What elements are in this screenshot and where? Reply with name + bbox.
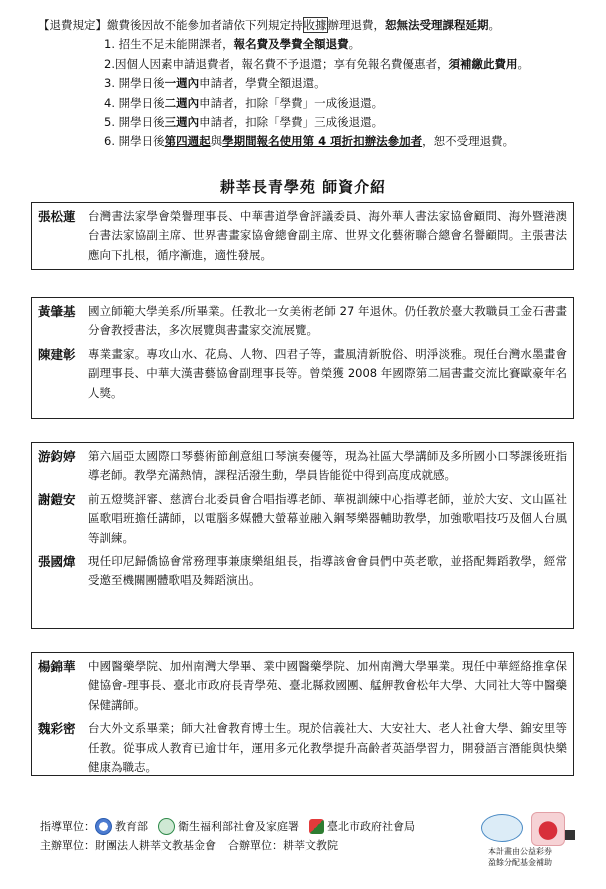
refund-policy bbox=[38, 16, 578, 152]
refund-text2: 辦理退費， bbox=[327, 18, 385, 32]
rule-text: 1. 招生不足未能開課者， bbox=[104, 37, 234, 52]
moe-logo-icon bbox=[95, 818, 112, 835]
rule-bold: 學期間報名使用第 4 項折扣辦法參加者 bbox=[222, 134, 423, 149]
teacher-bio: 第六屆亞太國際口琴藝術節創意組口琴演奏優等，現為社區大學講師及多所國小口琴課後班指導老師。教學充滿熱情，課程活潑生動，學員皆能從中得到高度成就感。 bbox=[88, 449, 567, 483]
refund-rule bbox=[38, 94, 578, 113]
teacher-bio: 台大外文系畢業；師大社會教育博士生。現於信義社大、大安社大、老人社會大學、錦安里等任教。從事成人教育已逾廿年，運用多元化教學提升高齡者英語學習力，開發語言潛能與快樂健康為職志。 bbox=[88, 721, 567, 775]
teacher-name: 楊錦華 bbox=[38, 659, 76, 674]
teacher-name: 魏彩密 bbox=[38, 721, 76, 737]
teacher-bio: 前五燈獎評審、慈濟台北委員會合唱指導老師、華視訓練中心指導老師，並於大安、文山區社區歌唱班擔任講師，以電腦多媒體大螢幕並融入鋼琴樂器輔助教學，加強歌唱技巧及個人台風等訓練。 bbox=[88, 491, 567, 545]
teacher-entry bbox=[38, 552, 567, 591]
teacher-entry bbox=[38, 719, 567, 777]
refund-rule bbox=[38, 35, 578, 54]
teacher-entry bbox=[38, 447, 567, 486]
rule-text: 申請者，學費全額退還。 bbox=[199, 76, 326, 91]
teacher-name: 謝鎧安 bbox=[38, 491, 76, 507]
rule-bold: 須補繳此費用 bbox=[448, 56, 518, 71]
refund-rule bbox=[38, 113, 578, 132]
qr-mark-icon bbox=[565, 830, 575, 840]
rule-bold: 一週內 bbox=[164, 76, 200, 91]
teacher-entry bbox=[38, 345, 567, 403]
teacher-bio: 專業畫家。專攻山水、花鳥、人物、四君子等，畫風清新脫俗、明淨淡雅。現任台灣水墨畫會副理事長、中華大漢書藝協會副理事長等。曾榮獲 2008 年國際第二屆書畫交流比賽歐豪年名人獎。 bbox=[88, 346, 567, 400]
teacher-bio: 台灣書法家學會榮譽理事長、中華書道學會評議委員、海外華人書法家協會顧問、海外暨港澳台書法家協副主席、世界書畫家協會總會副主席、世界文化藝術聯合總會名譽顧問。主張書法應向下扎根，循序漸進，適性發展。 bbox=[88, 209, 567, 262]
teacher-name: 游鈞婷 bbox=[38, 449, 76, 464]
rule-text: 2.因個人因素申請退費者，報名費不予退還；享有免報名費優惠者， bbox=[104, 56, 449, 71]
teacher-name: 張松蓮 bbox=[38, 209, 76, 224]
rule-bold: 二週內 bbox=[164, 95, 200, 110]
teacher-name: 陳建彰 bbox=[38, 346, 76, 362]
teacher-group bbox=[31, 202, 574, 270]
org-mohw bbox=[158, 817, 299, 836]
refund-rule bbox=[38, 55, 578, 74]
teacher-bio: 現任印尼歸僑協會常務理事兼康樂組組長，指導該會會員們中英老歌，並搭配舞蹈教學，經常受邀至機關團體歌唱及舞蹈演出。 bbox=[88, 554, 567, 588]
refund-rule bbox=[38, 74, 578, 93]
funding-note bbox=[488, 846, 588, 868]
teacher-bio: 國立師範大學美系/所畢業。任教北一女美術老師 27 年退休。仍任教於臺大教職員工金石書畫分會教授書法，多次展覽與書畫家交流展覽。 bbox=[88, 304, 567, 338]
refund-rules-list bbox=[38, 35, 578, 151]
lottery-badge-icon bbox=[481, 814, 523, 842]
teacher-name: 張國煒 bbox=[38, 554, 76, 570]
funding-note-line: 本計畫由公益彩券 bbox=[488, 847, 552, 856]
teacher-entry bbox=[38, 490, 567, 548]
teacher-entry bbox=[38, 657, 567, 715]
taipei-logo-icon bbox=[309, 819, 324, 834]
rule-text: 申請者，扣除「學費」三成後退還。 bbox=[199, 115, 384, 130]
rule-bold: 三週內 bbox=[164, 115, 200, 130]
teacher-group bbox=[31, 442, 574, 629]
host-org: 財團法人耕莘文教基金會 bbox=[95, 839, 216, 852]
mohw-logo-icon bbox=[158, 818, 175, 835]
refund-receipt-word: 收據 bbox=[303, 18, 327, 32]
teacher-group bbox=[31, 297, 574, 419]
teacher-bio: 中國醫藥學院、加州南灣大學畢、業中國醫藥學院、加州南灣大學畢業。現任中華經絡推拿保健協會-理事長、臺北市政府長青學苑、臺北縣救國團、艋舺教會松年大學、大同社大等中醫藥保健講師。 bbox=[88, 659, 567, 712]
co-org: 耕莘文教院 bbox=[283, 839, 338, 852]
heart-badge-icon bbox=[531, 812, 565, 846]
footer bbox=[40, 817, 425, 855]
refund-text: 繳費後因故不能參加者請依下列規定持 bbox=[107, 18, 303, 32]
rule-text: 與 bbox=[210, 134, 223, 149]
rule-text: 。 bbox=[348, 37, 361, 52]
guide-row bbox=[40, 817, 425, 836]
co-label: 合辦單位： bbox=[228, 839, 283, 852]
rule-text: 。 bbox=[517, 56, 529, 71]
teacher-entry bbox=[38, 302, 567, 341]
org-name: 教育部 bbox=[115, 820, 148, 833]
rule-bold: 報名費及學費全額退費 bbox=[233, 37, 349, 52]
org-taipei bbox=[309, 817, 415, 836]
guide-label: 指導單位： bbox=[40, 820, 95, 833]
rule-text: 5. 開學日後 bbox=[104, 115, 165, 130]
org-name: 臺北市政府社會局 bbox=[327, 820, 415, 833]
page-title: 耕莘長青學苑 師資介紹 bbox=[219, 178, 387, 196]
refund-rule bbox=[38, 132, 578, 151]
refund-header bbox=[38, 16, 578, 35]
rule-text: ，恕不受理退費。 bbox=[422, 134, 515, 149]
teacher-entry bbox=[38, 207, 567, 265]
funding-note-line: 盈餘分配基金補助 bbox=[488, 858, 552, 867]
rule-text: 申請者，扣除「學費」一成後退還。 bbox=[199, 95, 384, 110]
refund-end: 。 bbox=[488, 18, 500, 32]
teacher-group bbox=[31, 652, 574, 776]
org-moe bbox=[95, 817, 148, 836]
teacher-name: 黃肇基 bbox=[38, 304, 76, 319]
rule-text: 4. 開學日後 bbox=[104, 95, 165, 110]
rule-text: 6. 開學日後 bbox=[104, 134, 165, 149]
org-name: 衛生福利部社會及家庭署 bbox=[178, 820, 299, 833]
rule-bold: 第四週起 bbox=[164, 134, 211, 149]
rule-text: 3. 開學日後 bbox=[104, 76, 165, 91]
refund-label: 【退費規定】 bbox=[38, 18, 107, 32]
host-label: 主辦單位： bbox=[40, 839, 95, 852]
refund-no-extension: 恕無法受理課程延期 bbox=[385, 18, 489, 32]
host-row bbox=[40, 836, 425, 855]
